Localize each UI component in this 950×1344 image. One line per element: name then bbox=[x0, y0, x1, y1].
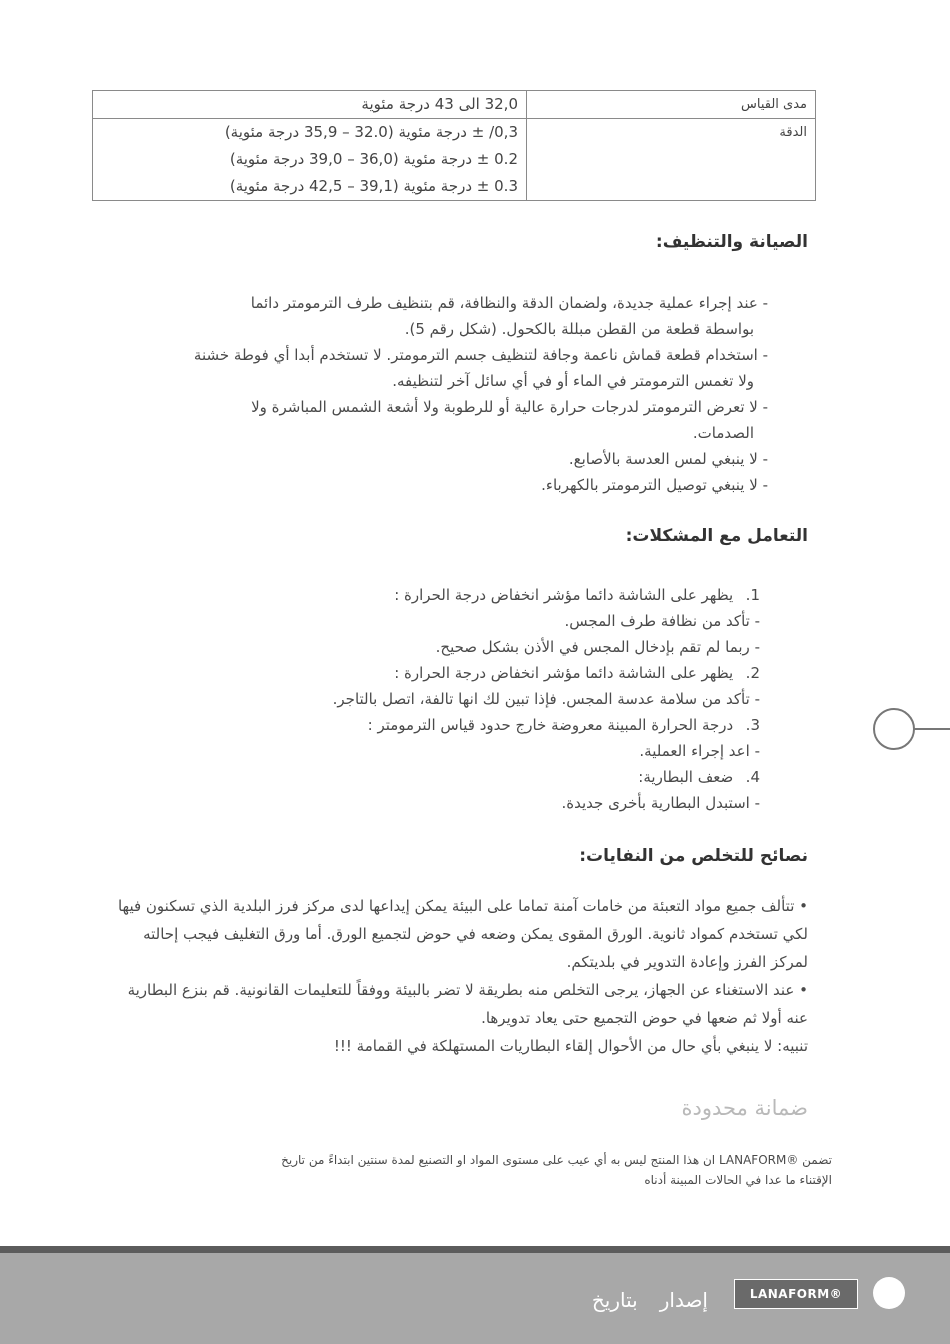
sub-item bbox=[140, 608, 760, 634]
list-item bbox=[128, 290, 768, 316]
section-tab-marker bbox=[873, 708, 915, 750]
list-item-continuation bbox=[128, 368, 768, 394]
table-row bbox=[93, 91, 816, 119]
lanaform-logo: LANAFORM® bbox=[734, 1279, 858, 1309]
list-item-text: لا ينبغي توصيل الترمومتر بالكهرباء. bbox=[541, 476, 758, 494]
footer-date-word: بتاريخ bbox=[591, 1288, 638, 1312]
warranty-heading: ضمانة محدودة bbox=[681, 1096, 808, 1120]
spec-value-accuracy bbox=[93, 119, 527, 201]
list-item-text: لا تعرض الترمومتر لدرجات حرارة عالية أو للرطوبة ولا أشعة الشمس المباشرة ولا bbox=[251, 398, 758, 416]
troubleshooting-heading: التعامل مع المشكلات: bbox=[625, 526, 808, 546]
sub-item-text: ربما لم تقم بإدخال المجس في الأذن بشكل صحيح. bbox=[435, 638, 750, 656]
spec-table bbox=[92, 90, 816, 201]
troubleshooting-list bbox=[140, 582, 760, 816]
sub-item-text: استبدل البطارية بأخرى جديدة. bbox=[561, 794, 750, 812]
list-item bbox=[128, 472, 768, 498]
sub-item bbox=[140, 686, 760, 712]
item-number: 1. bbox=[745, 586, 760, 604]
disposal-paragraph: • عند الاستغناء عن الجهاز، يرجى التخلص منه بطريقة لا تضر بالبيئة ووفقاً للتعليمات القانونية. قم بنزع البطارية عنه أولا ثم ضعها في حوض التجميع حتى يعاد تدويرها. bbox=[127, 981, 808, 1027]
list-item-text: الصدمات. bbox=[692, 424, 754, 442]
list-item-text: بواسطة قطعة من القطن مبللة بالكحول. (شكل رقم 5). bbox=[404, 320, 754, 338]
spec-value-line: 32,0 الى 43 درجة مئوية bbox=[361, 95, 518, 113]
list-item-continuation bbox=[128, 316, 768, 342]
item-number: 3. bbox=[745, 716, 760, 734]
disposal-paragraph: • تتألف جميع مواد التعبئة من خامات آمنة تماما على البيئة يمكن إيداعها لدى مركز فرز البلدية الذي تسكنون فيها لكي تستخدم كمواد ثانوية. الورق المقوى يمكن وضعه في حوض لتجميع الورق. أما ورق التغليف فيجب إحالته لمركز الفرز وإعادة التدوير في بلديتكم. bbox=[117, 897, 808, 971]
item-number: 2. bbox=[745, 664, 760, 682]
footer-release-word: إصدار bbox=[659, 1288, 708, 1312]
list-item-text: ولا تغمس الترمومتر في الماء أو في أي سائل آخر لتنظيفه. bbox=[392, 372, 754, 390]
item-number: 4. bbox=[745, 768, 760, 786]
footer-stripe bbox=[0, 1246, 950, 1253]
list-item-text: ضعف البطارية: bbox=[638, 768, 734, 786]
sub-item-text: تأكد من نظافة طرف المجس. bbox=[564, 612, 750, 630]
disposal-heading: نصائح للتخلص من النفايات: bbox=[579, 846, 808, 866]
spec-label-range: مدى القياس bbox=[527, 91, 816, 119]
list-item bbox=[128, 446, 768, 472]
table-row bbox=[93, 119, 816, 201]
spec-value-line: 0,3/ ± درجة مئوية (32.0 – 35,9 درجة مئوية) bbox=[224, 123, 518, 141]
sub-item bbox=[140, 634, 760, 660]
spec-value-line: 0.3 ± درجة مئوية (39,1 – 42,5 درجة مئوية) bbox=[229, 177, 518, 195]
list-item-text: درجة الحرارة المبينة معروضة خارج حدود قياس الترمومتر : bbox=[367, 716, 734, 734]
warranty-line: تضمن ®LANAFORM ان هذا المنتج ليس به أي عيب على مستوى المواد او التصنيع لمدة سنتين ابتداءً من تاريخ bbox=[281, 1153, 832, 1167]
list-item-text: عند إجراء عملية جديدة، ولضمان الدقة والنظافة، قم بتنظيف طرف الترمومتر دائما bbox=[250, 294, 758, 312]
sub-item-text: اعد إجراء العملية. bbox=[639, 742, 750, 760]
list-item bbox=[140, 764, 760, 790]
list-item-text: يظهر على الشاشة دائما مؤشر انخفاض درجة الحرارة : bbox=[394, 586, 734, 604]
sub-item bbox=[140, 790, 760, 816]
footer-edition-text bbox=[570, 1288, 708, 1312]
maintenance-list bbox=[128, 290, 768, 498]
list-item-text: لا ينبغي لمس العدسة بالأصابع. bbox=[568, 450, 758, 468]
sub-item bbox=[140, 738, 760, 764]
page-number-dot bbox=[873, 1277, 905, 1309]
disposal-warning: تنبيه: لا ينبغي بأي حال من الأحوال إلقاء البطاريات المستهلكة في القمامة !!! bbox=[333, 1037, 808, 1055]
list-item bbox=[140, 582, 760, 608]
list-item-text: استخدام قطعة قماش ناعمة وجافة لتنظيف جسم الترمومتر. لا تستخدم أبدا أي فوطة خشنة bbox=[193, 346, 758, 364]
list-item bbox=[140, 712, 760, 738]
list-item-continuation bbox=[128, 420, 768, 446]
disposal-section bbox=[116, 892, 808, 1060]
spec-value-range bbox=[93, 91, 527, 119]
spec-value-line: 0.2 ± درجة مئوية (36,0 – 39,0 درجة مئوية) bbox=[229, 150, 518, 168]
warranty-text bbox=[112, 1150, 832, 1190]
list-item bbox=[128, 394, 768, 420]
warranty-line: الإقتناء ما عدا في الحالات المبينة أدناه bbox=[644, 1173, 832, 1187]
spec-label-accuracy: الدقة bbox=[527, 119, 816, 201]
maintenance-heading: الصيانة والتنظيف: bbox=[655, 232, 808, 252]
sub-item-text: تأكد من سلامة عدسة المجس. فإذا تبين لك انها تالفة، اتصل بالتاجر. bbox=[332, 690, 750, 708]
list-item-text: يظهر على الشاشة دائما مؤشر انخفاض درجة الحرارة : bbox=[394, 664, 734, 682]
list-item bbox=[140, 660, 760, 686]
section-tab-line bbox=[912, 728, 950, 730]
list-item bbox=[128, 342, 768, 368]
